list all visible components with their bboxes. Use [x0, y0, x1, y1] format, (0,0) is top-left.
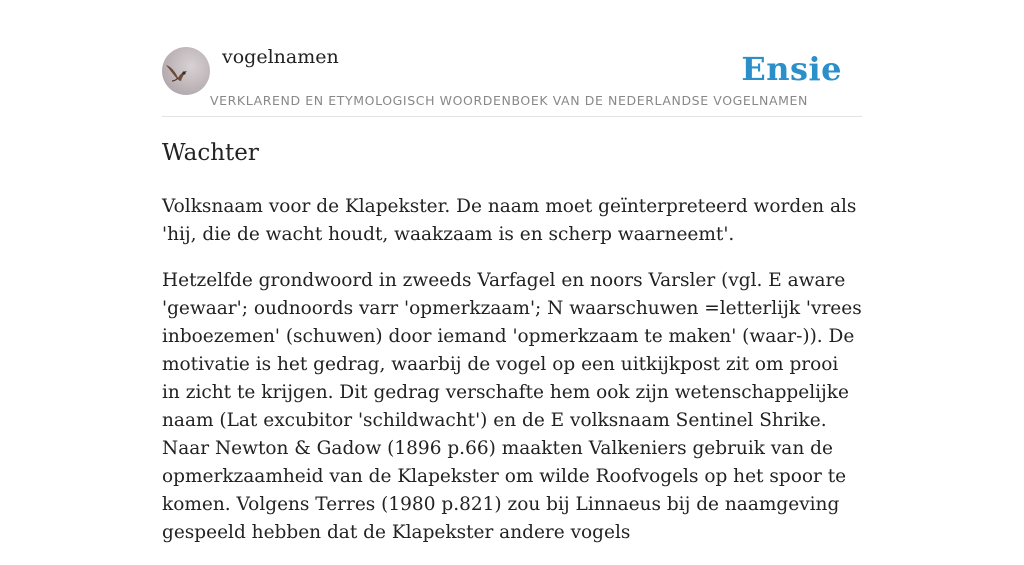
site-tagline: VERKLAREND EN ETYMOLOGISCH WOORDENBOEK VAN DE NEDERLANDSE VOGELNAMEN — [210, 93, 808, 108]
page — [162, 0, 862, 543]
article-body — [162, 193, 862, 565]
bird-in-flight-icon — [162, 47, 210, 95]
paragraph: Volksnaam voor de Klapekster. De naam moet geïnterpreteerd worden als 'hij, die de wacht houdt, waakzaam is en scherp waarneemt'. — [162, 196, 857, 245]
site-name[interactable]: vogelnamen — [222, 46, 339, 68]
brand-logo[interactable]: Ensie — [741, 50, 842, 88]
site-header — [162, 0, 862, 117]
site-avatar[interactable] — [162, 47, 210, 95]
page-title: Wachter — [162, 140, 259, 166]
paragraph: Hetzelfde grondwoord in zweeds Varfagel en noors Varsler (vgl. E aware 'gewaar'; oudnoords varr 'opmerkzaam'; N waarschuwen =letterlijk 'vrees inboezemen' (schuwen) door iemand 'opmerkzaam te maken' (waar-)). De motivatie is het gedrag, waarbij de vogel op een uitkijkpost zit om prooi in zicht te krijgen. Dit gedrag verschafte hem ook zijn wetenschappelijke naam (Lat excubitor 'schildwacht') en de E volksnaam Sentinel Shrike. Naar Newton & Gadow (1896 p.66) maakten Valkeniers gebruik van de opmerkzaamheid van de Klapekster om wilde Roofvogels op het spoor te komen. Volgens Terres (1980 p.821) zou bij Linnaeus bij de naamgeving gespeeld hebben dat de Klapekster andere vogels — [162, 270, 862, 543]
